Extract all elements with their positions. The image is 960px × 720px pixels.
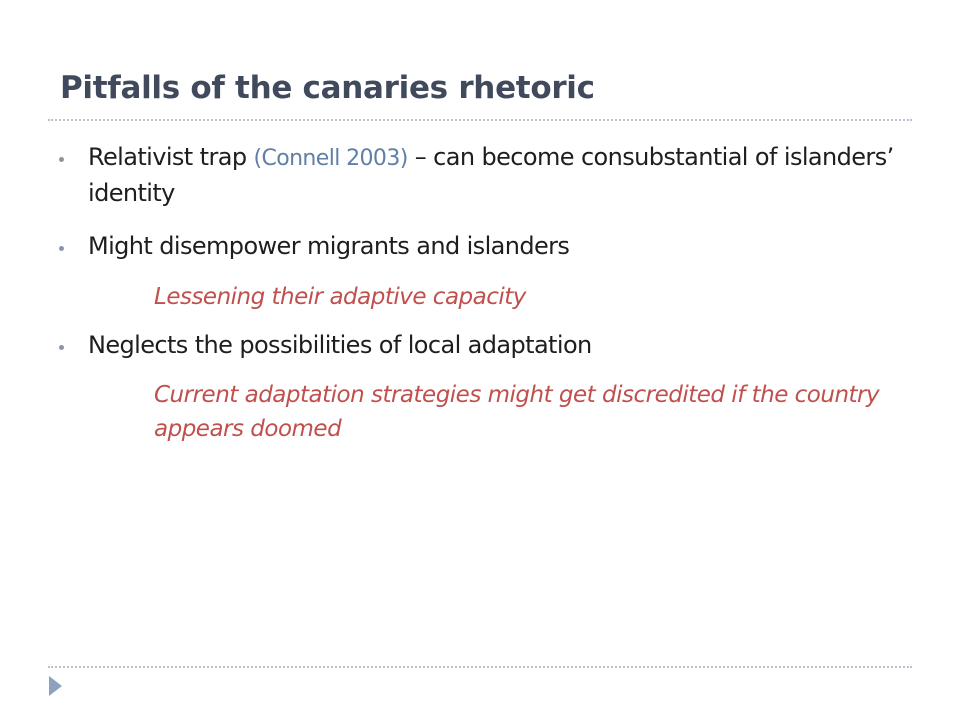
bullet-item-disempower [88,229,908,263]
bullet-dot [59,246,64,251]
sub-point-adaptation-strategies: Current adaptation strategies might get discredited if the country appears doomed [154,382,880,442]
bullet-text: Neglects the possibilities of local adaptation [88,331,592,359]
citation: (Connell 2003) [253,146,408,171]
sub-point-adaptive-capacity: Lessening their adaptive capacity [154,284,526,310]
footer-divider [48,666,912,668]
bullet-text: Might disempower migrants and islanders [88,232,570,260]
slide-title: Pitfalls of the canaries rhetoric [60,70,595,106]
bullet-dot [59,157,64,162]
bullet-rest-text: – can become consubstantial of islanders’ identity [88,143,894,207]
bullet-lead-text: Relativist trap [88,143,254,171]
bullet-item-relativist-trap [88,140,908,210]
play-arrow-icon[interactable] [49,676,62,696]
bullet-dot [59,345,64,350]
title-divider [48,119,912,121]
bullet-item-local-adaptation [88,328,908,362]
